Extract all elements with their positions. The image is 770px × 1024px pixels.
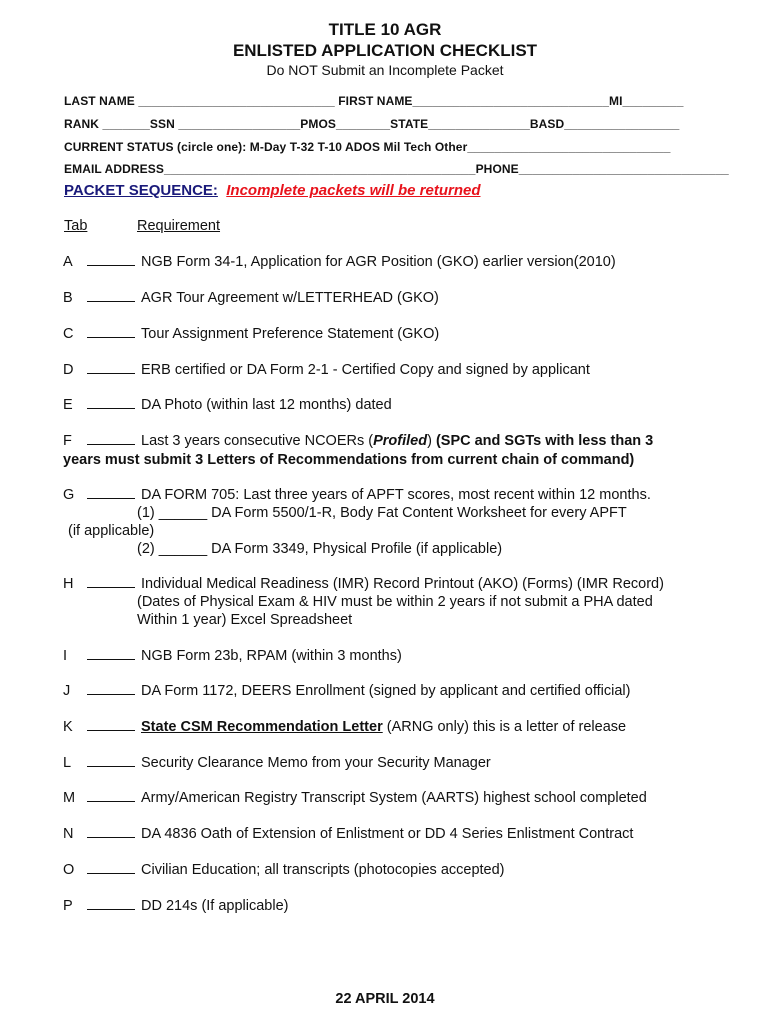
item-text-bold: State CSM Recommendation Letter [141,719,383,735]
checkbox-line[interactable] [87,791,135,802]
tab-letter: J [63,683,71,699]
packet-sequence-heading [64,182,481,199]
tab-letter: C [63,326,74,342]
checklist-item-h [87,576,664,592]
item-text: DA 4836 Oath of Extension of Enlistment or DD 4 Series Enlistment Contract [141,826,634,842]
item-text: Security Clearance Memo from your Security Manager [141,755,491,771]
name-fields: LAST NAME _____________________________ FIRST NAME_____________________________MI_________ [64,94,684,108]
checkbox-line[interactable] [87,899,135,910]
tab-letter: G [63,487,75,503]
item-text: ERB certified or DA Form 2-1 - Certified Copy and signed by applicant [141,362,590,378]
tab-letter: L [63,755,72,771]
checklist-item-b [87,290,439,306]
contact-fields: EMAIL ADDRESS______________________________________________PHONE_______________________________ [64,162,729,176]
item-text: (ARNG only) this is a letter of release [382,719,627,735]
item-text: Individual Medical Readiness (IMR) Record Printout (AKO) (Forms) (IMR Record) [141,576,664,592]
packet-sequence-label: PACKET SEQUENCE: [64,182,218,199]
checklist-item-o [87,862,505,878]
checkbox-line[interactable] [87,720,135,731]
checklist-item-h-line3: Within 1 year) Excel Spreadsheet [137,612,353,628]
checklist-item-d [87,362,590,378]
tab-letter: A [63,254,73,270]
item-text: Last 3 years consecutive NCOERs ( [141,433,374,449]
checklist-item-f [87,433,653,449]
checklist-subitem-g1-note: (if applicable) [68,523,155,539]
tab-letter: K [63,719,73,735]
checklist-subitem-g1: (1) ______ DA Form 5500/1-R, Body Fat Content Worksheet for every APFT [137,505,627,521]
checklist-item-j [87,683,630,699]
item-text: DA Photo (within last 12 months) dated [141,397,392,413]
item-text: NGB Form 34-1, Application for AGR Position (GKO) earlier version(2010) [141,254,616,270]
checklist-item-l [87,755,491,771]
checklist-item-f-continued: years must submit 3 Letters of Recommendations from current chain of command) [63,452,635,468]
checkbox-line[interactable] [87,398,135,409]
column-header-requirement: Requirement [137,218,221,234]
checklist-item-a [87,254,616,270]
item-text: DD 214s (If applicable) [141,898,289,914]
checkbox-line[interactable] [87,327,135,338]
checkbox-line[interactable] [87,649,135,660]
checkbox-line[interactable] [87,488,135,499]
tab-letter: D [63,362,74,378]
tab-letter: O [63,862,75,878]
item-text: Tour Assignment Preference Statement (GKO) [141,326,440,342]
document-subtitle: Do NOT Submit an Incomplete Packet [266,62,504,78]
checklist-item-e [87,397,392,413]
checklist-item-i [87,648,402,664]
column-header-tab: Tab [64,218,88,234]
checkbox-line[interactable] [87,756,135,767]
packet-warning: Incomplete packets will be returned [226,182,481,199]
tab-letter: H [63,576,74,592]
tab-letter: I [63,648,68,664]
checklist-item-c [87,326,439,342]
checkbox-line[interactable] [87,863,135,874]
checklist-item-g [87,487,651,503]
item-text-emphasis: Profiled [373,433,428,449]
checkbox-line[interactable] [87,577,135,588]
item-text: DA Form 1172, DEERS Enrollment (signed by applicant and certified official) [141,683,631,699]
item-text: DA FORM 705: Last three years of APFT scores, most recent within 12 months. [141,487,651,503]
item-text-bold: (SPC and SGTs with less than 3 [435,433,654,449]
checklist-subitem-g2: (2) ______ DA Form 3349, Physical Profile (if applicable) [137,541,503,557]
checkbox-line[interactable] [87,291,135,302]
checkbox-line[interactable] [87,434,135,445]
status-fields: CURRENT STATUS (circle one): M-Day T-32 T-10 ADOS Mil Tech Other______________________________ [64,140,671,154]
checkbox-line[interactable] [87,255,135,266]
tab-letter: M [63,790,76,806]
tab-letter: B [63,290,73,306]
checkbox-line[interactable] [87,827,135,838]
checklist-item-m [87,790,647,806]
item-text: Army/American Registry Transcript System (AARTS) highest school completed [141,790,647,806]
item-text: NGB Form 23b, RPAM (within 3 months) [141,648,402,664]
item-text: Civilian Education; all transcripts (photocopies accepted) [141,862,505,878]
rank-fields: RANK _______SSN __________________PMOS________STATE_______________BASD_________________ [64,117,680,131]
item-text: AGR Tour Agreement w/LETTERHEAD (GKO) [141,290,439,306]
checklist-item-n [87,826,633,842]
checklist-item-p [87,898,289,914]
tab-letter: P [63,898,73,914]
tab-letter: E [63,397,73,413]
document-title-line2: ENLISTED APPLICATION CHECKLIST [232,41,538,60]
item-text: ) [427,433,436,449]
tab-letter: N [63,826,74,842]
checkbox-line[interactable] [87,363,135,374]
checkbox-line[interactable] [87,684,135,695]
document-date: 22 APRIL 2014 [335,991,435,1007]
checklist-item-k [87,719,626,735]
document-title: TITLE 10 AGR [328,20,442,39]
tab-letter: F [63,433,72,449]
checklist-item-h-line2: (Dates of Physical Exam & HIV must be within 2 years if not submit a PHA dated [137,594,653,610]
